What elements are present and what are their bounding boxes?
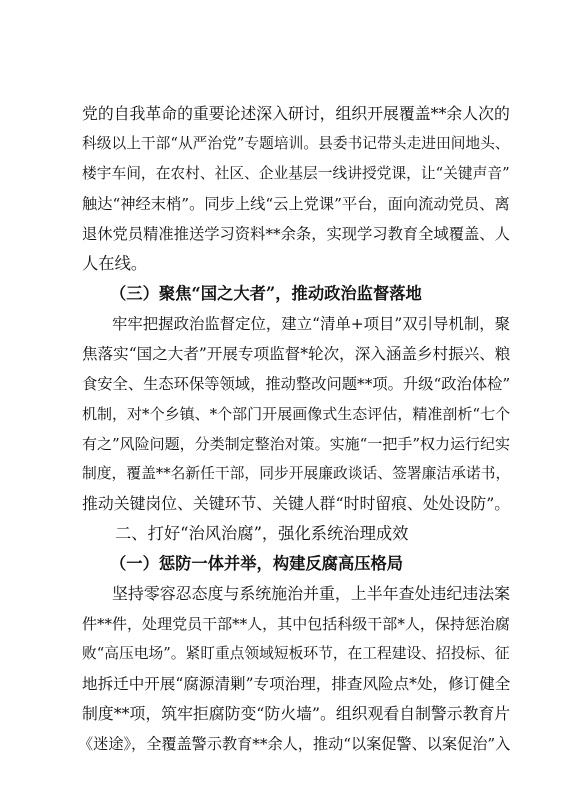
body-line-8: 焦落实“国之大者”开展专项监督*轮次，深入涵盖乡村振兴、粮	[82, 345, 511, 363]
body-line-15: 件**件，处理党员干部**人，其中包括科级干部*人，保持惩治腐	[82, 615, 510, 633]
body-line-9: 食安全、生态环保等领域，推动整改问题**项。升级“政治体检”	[82, 375, 511, 393]
body-line-17: 地拆迁中开展“腐源清剿”专项治理，排查风险点*处，修订健全	[82, 675, 511, 693]
body-line-12: 制度，覆盖**名新任干部，同步开展廉政谈话、签署廉洁承诺书，	[82, 465, 511, 482]
body-line-18: 制度**项，筑牢拒腐防变“防火墙”。组织观看自制警示教育片	[82, 704, 511, 723]
body-line-4: 触达“神经末梢”。同步上线“云上党课”平台，面向流动党员、离	[82, 195, 510, 213]
body-line-14: 坚持零容忍态度与系统施治并重，上半年查处违纪违法案	[112, 584, 511, 603]
body-line-7: 牢牢把握政治监督定位，建立“清单+项目”双引导机制，聚	[112, 315, 511, 333]
chapter-heading-2: 二、打好“治风治腐”，强化系统治理成效	[115, 524, 409, 543]
body-line-6: 人在线。	[82, 254, 148, 273]
body-line-13: 推动关键岗位、关键环节、关键人群“时时留痕、处处设防”。	[82, 494, 511, 513]
body-line-5: 退休党员精准推送学习资料**余条，实现学习教育全域覆盖、人	[82, 225, 510, 243]
body-line-2: 科级以上干部“从严治党”专题培训。县委书记带头走进田间地头、	[82, 135, 510, 152]
body-line-3: 楼宇车间，在农村、社区、企业基层一线讲授党课，让“关键声音”	[82, 165, 510, 182]
body-line-1: 党的自我革命的重要论述深入研讨，组织开展覆盖**余人次的	[82, 104, 510, 123]
section-heading-3: （三）聚焦“国之大者”，推动政治监督落地	[110, 284, 422, 303]
body-line-10: 机制，对*个乡镇、*个部门开展画像式生态评估，精准剖析“七个	[82, 405, 511, 423]
body-line-16: 败“高压电场”。紧盯重点领域短板环节，在工程建设、招投标、征	[82, 645, 510, 662]
section-heading-1: （一）惩防一体并举，构建反腐高压格局	[110, 554, 404, 573]
body-line-19: 《迷途》，全覆盖警示教育**余人，推动“以案促警、以案促治”入	[78, 735, 511, 753]
body-line-11: 有之”风险问题，分类制定整治对策。实施“一把手”权力运行纪实	[82, 435, 511, 453]
